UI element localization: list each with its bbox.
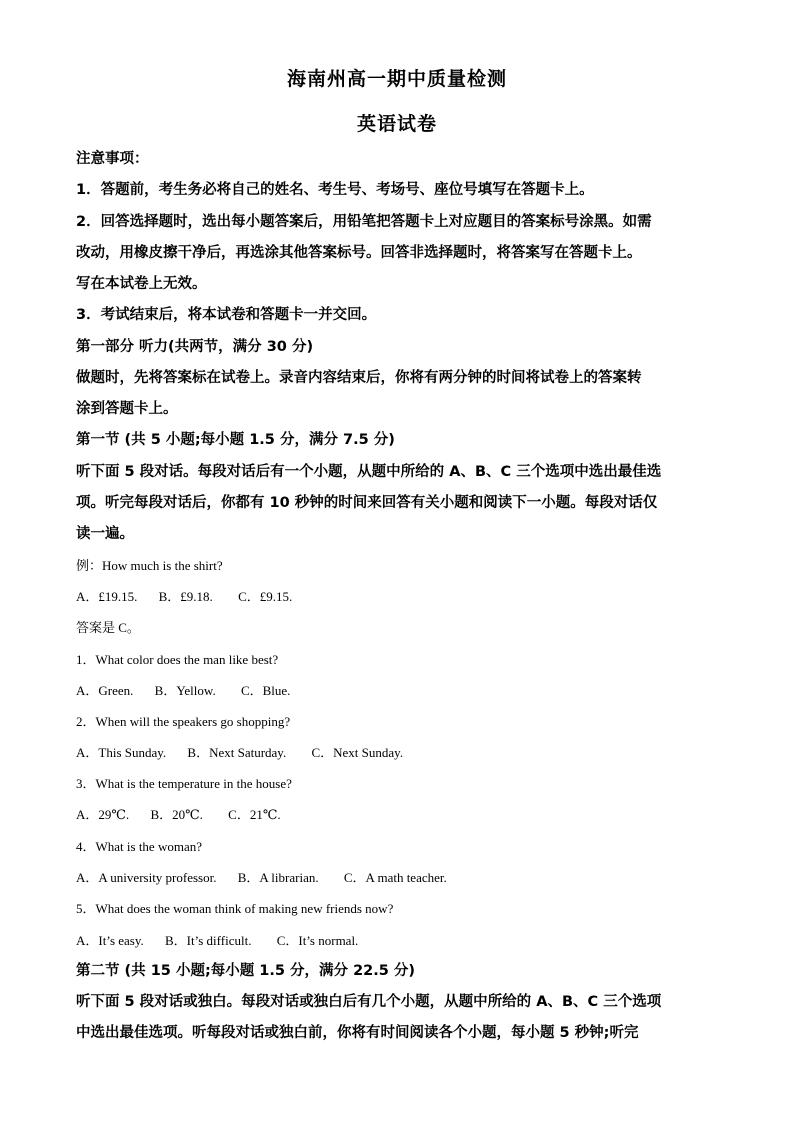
part1-intro-line-1: 做题时，先将答案标在试卷上。录音内容结束后，你将有两分钟的时间将试卷上的答案转 — [76, 370, 642, 386]
section1-intro-line-1: 听下面 5 段对话。每段对话后有一个小题，从题中所给的 A、B、C 三个选项中选出最佳选 — [76, 464, 662, 480]
option-a: A．29℃. — [76, 807, 130, 822]
option-c: C．Blue. — [240, 683, 291, 698]
option-b: B．20℃. — [150, 807, 203, 822]
part1-heading: 第一部分 听力(共两节，满分 30 分) — [76, 339, 314, 355]
part1-intro-line-2: 涂到答题卡上。 — [76, 401, 178, 417]
option-b: B．A librarian. — [237, 870, 319, 885]
option-a: A．£19.15. — [76, 589, 138, 604]
page-title: 海南州高一期中质量检测 — [286, 68, 507, 90]
page-subtitle: 英语试卷 — [356, 113, 437, 135]
option-c: C．21℃. — [228, 807, 281, 822]
option-a: A．This Sunday. — [76, 745, 167, 760]
example-answer: 答案是 C。 — [76, 620, 140, 635]
section1-intro-line-2: 项。听完每段对话后，你都有 10 秒钟的时间来回答有关小题和阅读下一小题。每段对话仅 — [76, 495, 658, 511]
notice-heading: 注意事项： — [76, 151, 149, 167]
option-c: C．Next Sunday. — [311, 745, 404, 760]
notice-item-1: 1．答题前，考生务必将自己的姓名、考生号、考场号、座位号填写在答题卡上。 — [76, 182, 594, 198]
option-b: B．Yellow. — [154, 683, 216, 698]
notice-item-2-line-1: 2．回答选择题时，选出每小题答案后，用铅笔把答题卡上对应题目的答案标号涂黑。如需 — [76, 214, 652, 230]
question-2: 2．When will the speakers go shopping? — [76, 714, 291, 729]
question-4-options — [76, 867, 447, 886]
question-5-options — [76, 930, 358, 949]
section2-intro-line-2: 中选出最佳选项。听每段对话或独白前，你将有时间阅读各个小题，每小题 5 秒钟;听完 — [76, 1025, 639, 1041]
section2-intro-line-1: 听下面 5 段对话或独白。每段对话或独白后有几个小题，从题中所给的 A、B、C 三个选项 — [76, 994, 662, 1010]
notice-item-2-line-2: 改动，用橡皮擦干净后，再选涂其他答案标号。回答非选择题时，将答案写在答题卡上。 — [76, 245, 642, 261]
question-1: 1．What color does the man like best? — [76, 652, 279, 667]
question-1-options — [76, 680, 290, 699]
option-c: C．A math teacher. — [343, 870, 447, 885]
example-options — [76, 586, 292, 605]
option-b: B．It’s difficult. — [165, 933, 252, 948]
option-b: B．£9.18. — [158, 589, 213, 604]
question-2-options — [76, 742, 403, 761]
question-3-options — [76, 804, 281, 823]
option-a: A．It’s easy. — [76, 933, 144, 948]
example-question: 例：How much is the shirt? — [76, 558, 223, 573]
section1-heading: 第一节 (共 5 小题;每小题 1.5 分，满分 7.5 分) — [76, 432, 395, 448]
option-a: A．A university professor. — [76, 870, 217, 885]
section1-intro-line-3: 读一遍。 — [76, 526, 134, 542]
question-4: 4．What is the woman? — [76, 839, 202, 854]
option-a: A．Green. — [76, 683, 134, 698]
notice-item-2-line-3: 写在本试卷上无效。 — [76, 276, 207, 292]
option-b: B．Next Saturday. — [187, 745, 287, 760]
section2-heading: 第二节 (共 15 小题;每小题 1.5 分，满分 22.5 分) — [76, 963, 416, 979]
question-5: 5．What does the woman think of making new friends now? — [76, 901, 394, 916]
notice-item-3: 3．考试结束后，将本试卷和答题卡一并交回。 — [76, 307, 377, 323]
option-c: C．£9.15. — [238, 589, 293, 604]
option-c: C．It’s normal. — [276, 933, 359, 948]
question-3: 3．What is the temperature in the house? — [76, 776, 292, 791]
